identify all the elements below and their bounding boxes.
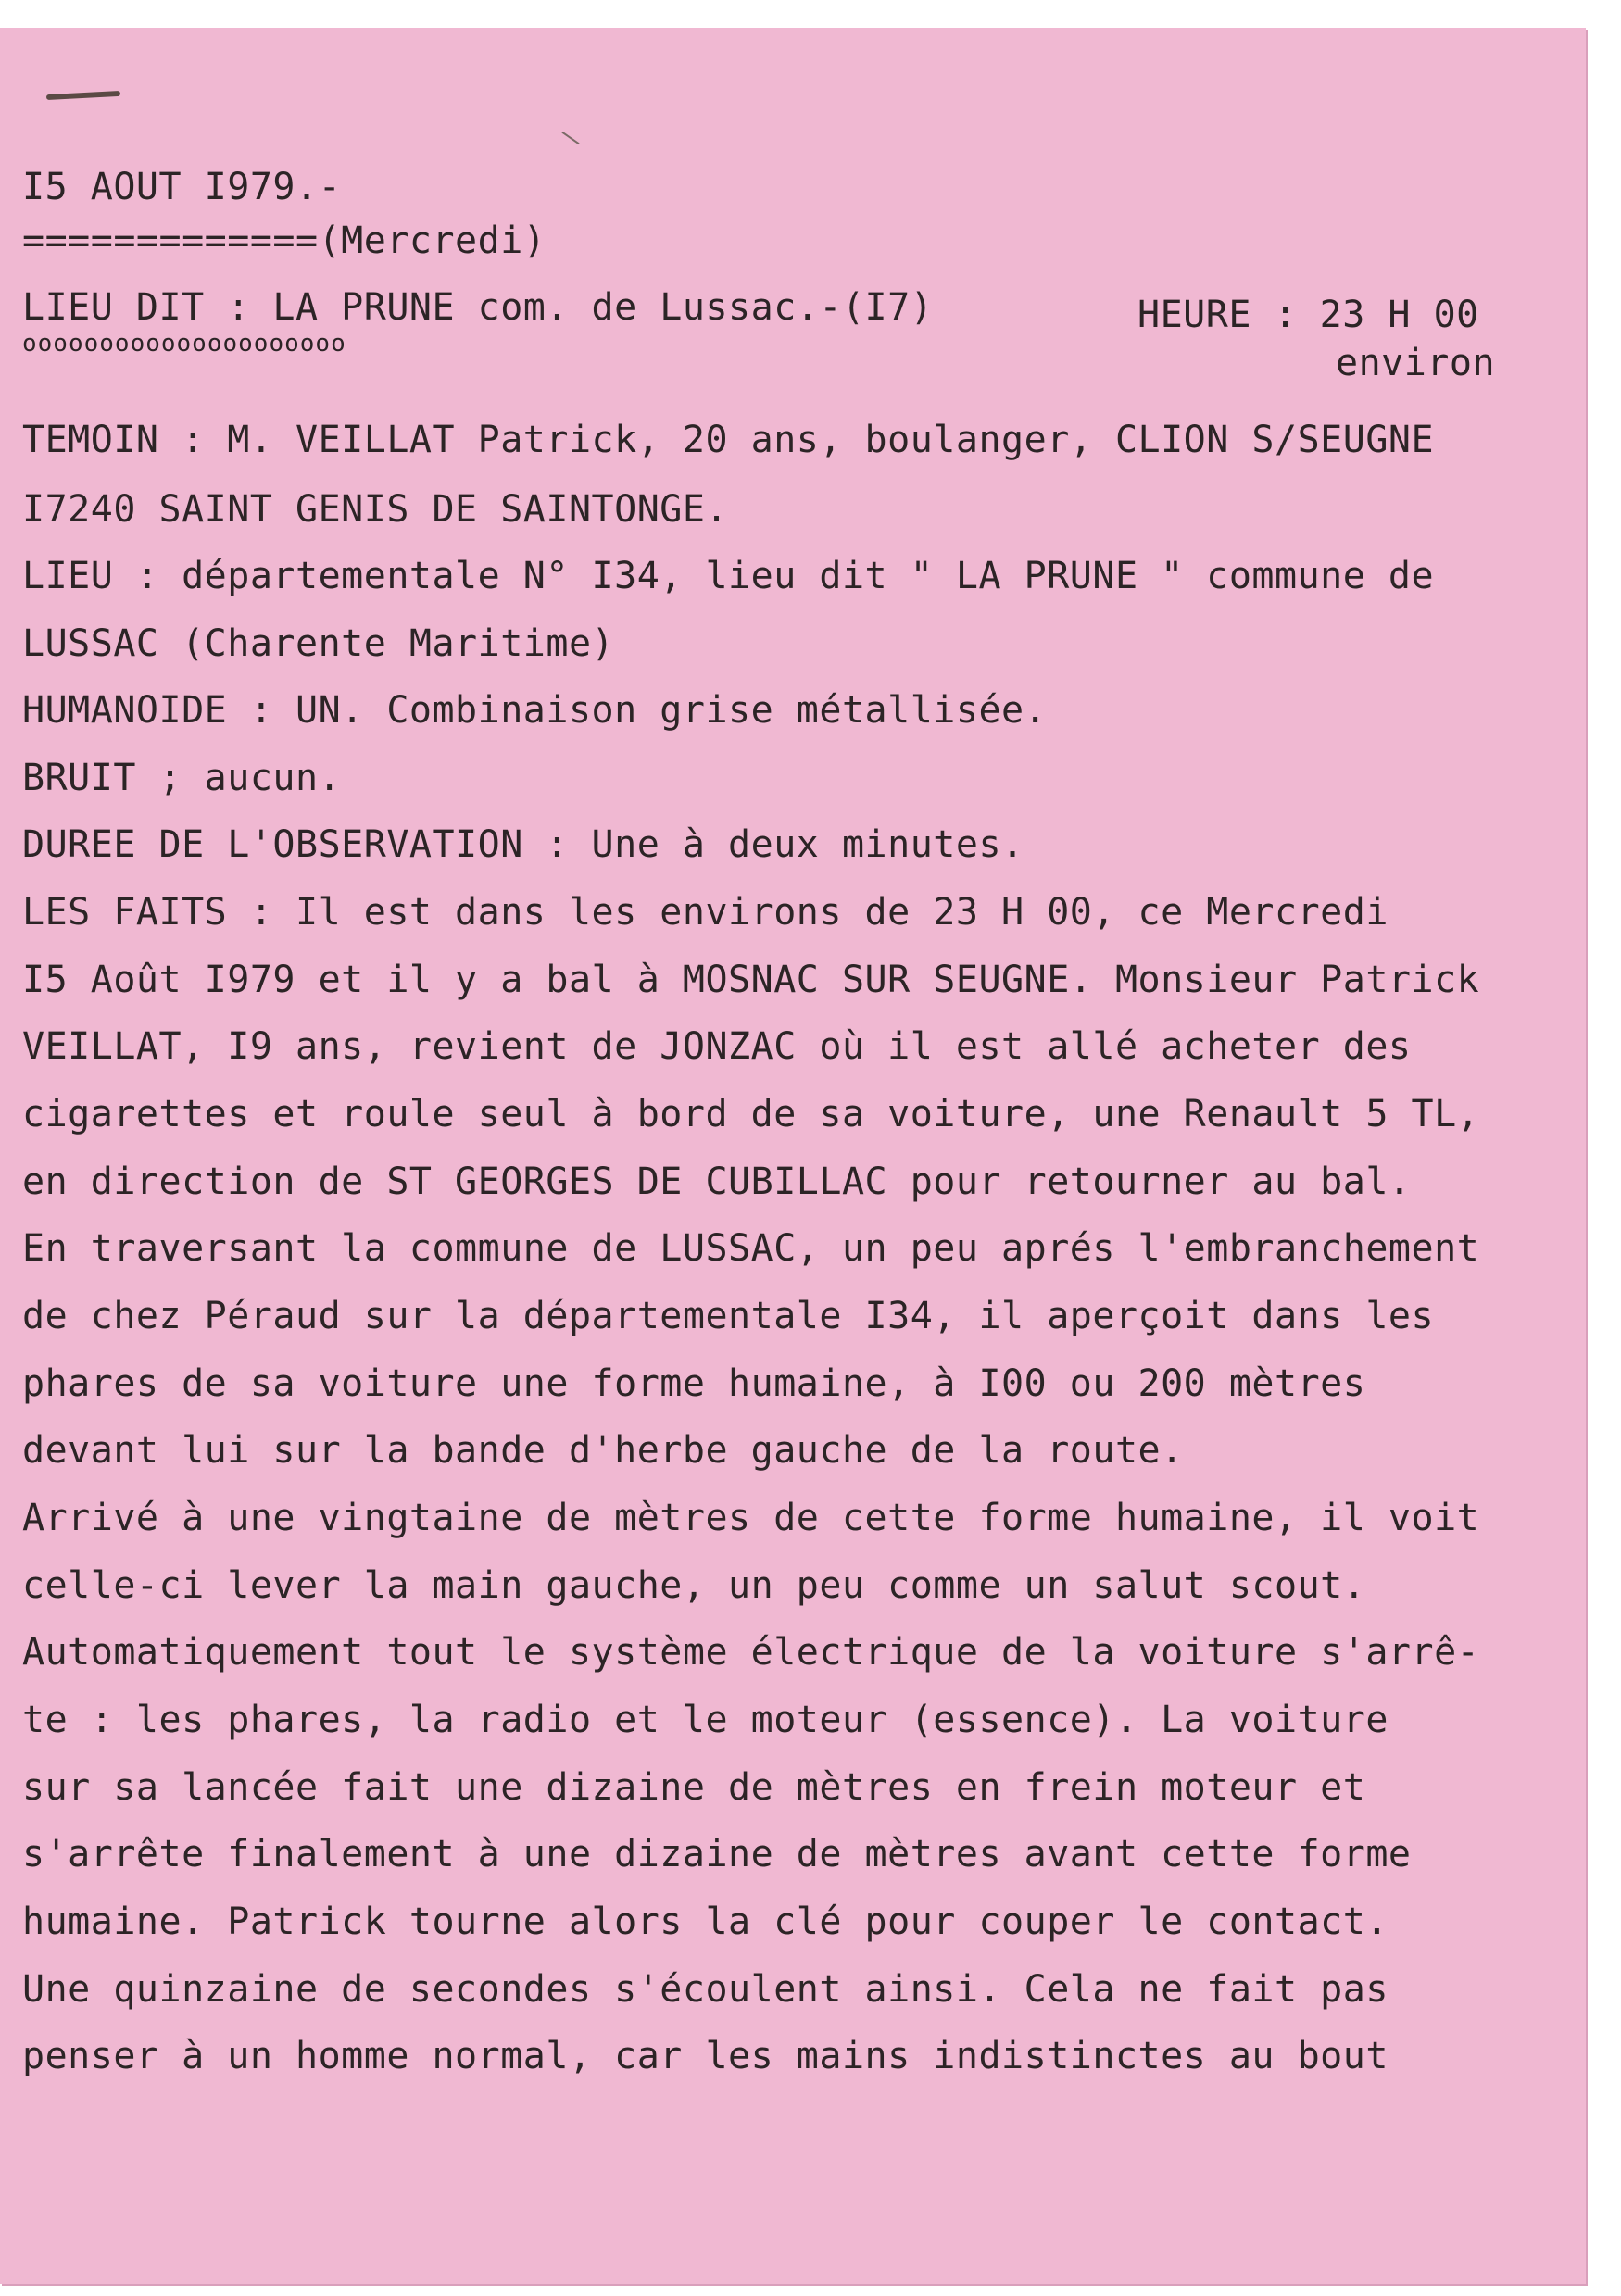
body-line: I7240 SAINT GENIS DE SAINTONGE. (22, 488, 729, 531)
temoin-line: TEMOIN : M. VEILLAT Patrick, 20 ans, boulanger, CLION S/SEUGNE (22, 419, 1435, 461)
duree-line: DUREE DE L'OBSERVATION : Une à deux minutes. (22, 823, 1024, 866)
body-line: LUSSAC (Charente Maritime) (22, 622, 615, 665)
body-line: penser à un homme normal, car les mains indistinctes au bout (22, 2035, 1389, 2077)
body-line: sur sa lancée fait une dizaine de mètres en frein moteur et (22, 1766, 1366, 1809)
humanoide-line: HUMANOIDE : UN. Combinaison grise métallisée. (22, 689, 1048, 732)
body-line: VEILLAT, I9 ans, revient de JONZAC où il est allé acheter des (22, 1025, 1412, 1068)
body-line: s'arrête finalement à une dizaine de mètres avant cette forme (22, 1833, 1412, 1876)
weekday-line: =============(Mercredi) (22, 220, 547, 262)
body-line: Arrivé à une vingtaine de mètres de cette forme humaine, il voit (22, 1497, 1480, 1539)
typewritten-page (0, 28, 1586, 2284)
body-line: devant lui sur la bande d'herbe gauche de la route. (22, 1429, 1184, 1472)
body-line: Automatiquement tout le système électrique de la voiture s'arrê- (22, 1631, 1480, 1674)
body-line: te : les phares, la radio et le moteur (essence). La voiture (22, 1699, 1389, 1741)
body-line: I5 Août I979 et il y a bal à MOSNAC SUR SEUGNE. Monsieur Patrick (22, 959, 1480, 1001)
lieu-line: LIEU : départementale N° I34, lieu dit " LA PRUNE " commune de (22, 555, 1435, 597)
body-line: celle-ci lever la main gauche, un peu comme un salut scout. (22, 1564, 1366, 1607)
body-line: phares de sa voiture une forme humaine, à I00 ou 200 mètres (22, 1362, 1366, 1405)
date-line: I5 AOUT I979.- (22, 166, 342, 208)
body-line: cigarettes et roule seul à bord de sa voiture, une Renault 5 TL, (22, 1093, 1480, 1135)
lieu-dit-underline: ooooooooooooooooooooo (22, 330, 346, 358)
body-line: de chez Péraud sur la départementale I34, il aperçoit dans les (22, 1295, 1435, 1337)
bruit-line: BRUIT ; aucun. (22, 757, 342, 799)
body-line: En traversant la commune de LUSSAC, un peu aprés l'embranchement (22, 1227, 1480, 1270)
body-line: humaine. Patrick tourne alors la clé pour couper le contact. (22, 1901, 1389, 1943)
ink-mark (46, 91, 120, 100)
ink-tick (561, 132, 579, 144)
heure-approx: environ (1336, 342, 1496, 384)
lieu-dit-line: LIEU DIT : LA PRUNE com. de Lussac.-(I7) (22, 286, 934, 329)
heure-line: HEURE : 23 H 00 (1137, 294, 1479, 336)
body-line: Une quinzaine de secondes s'écoulent ainsi. Cela ne fait pas (22, 1968, 1389, 2011)
faits-line: LES FAITS : Il est dans les environs de 23 H 00, ce Mercredi (22, 891, 1389, 934)
body-line: en direction de ST GEORGES DE CUBILLAC pour retourner au bal. (22, 1161, 1412, 1203)
